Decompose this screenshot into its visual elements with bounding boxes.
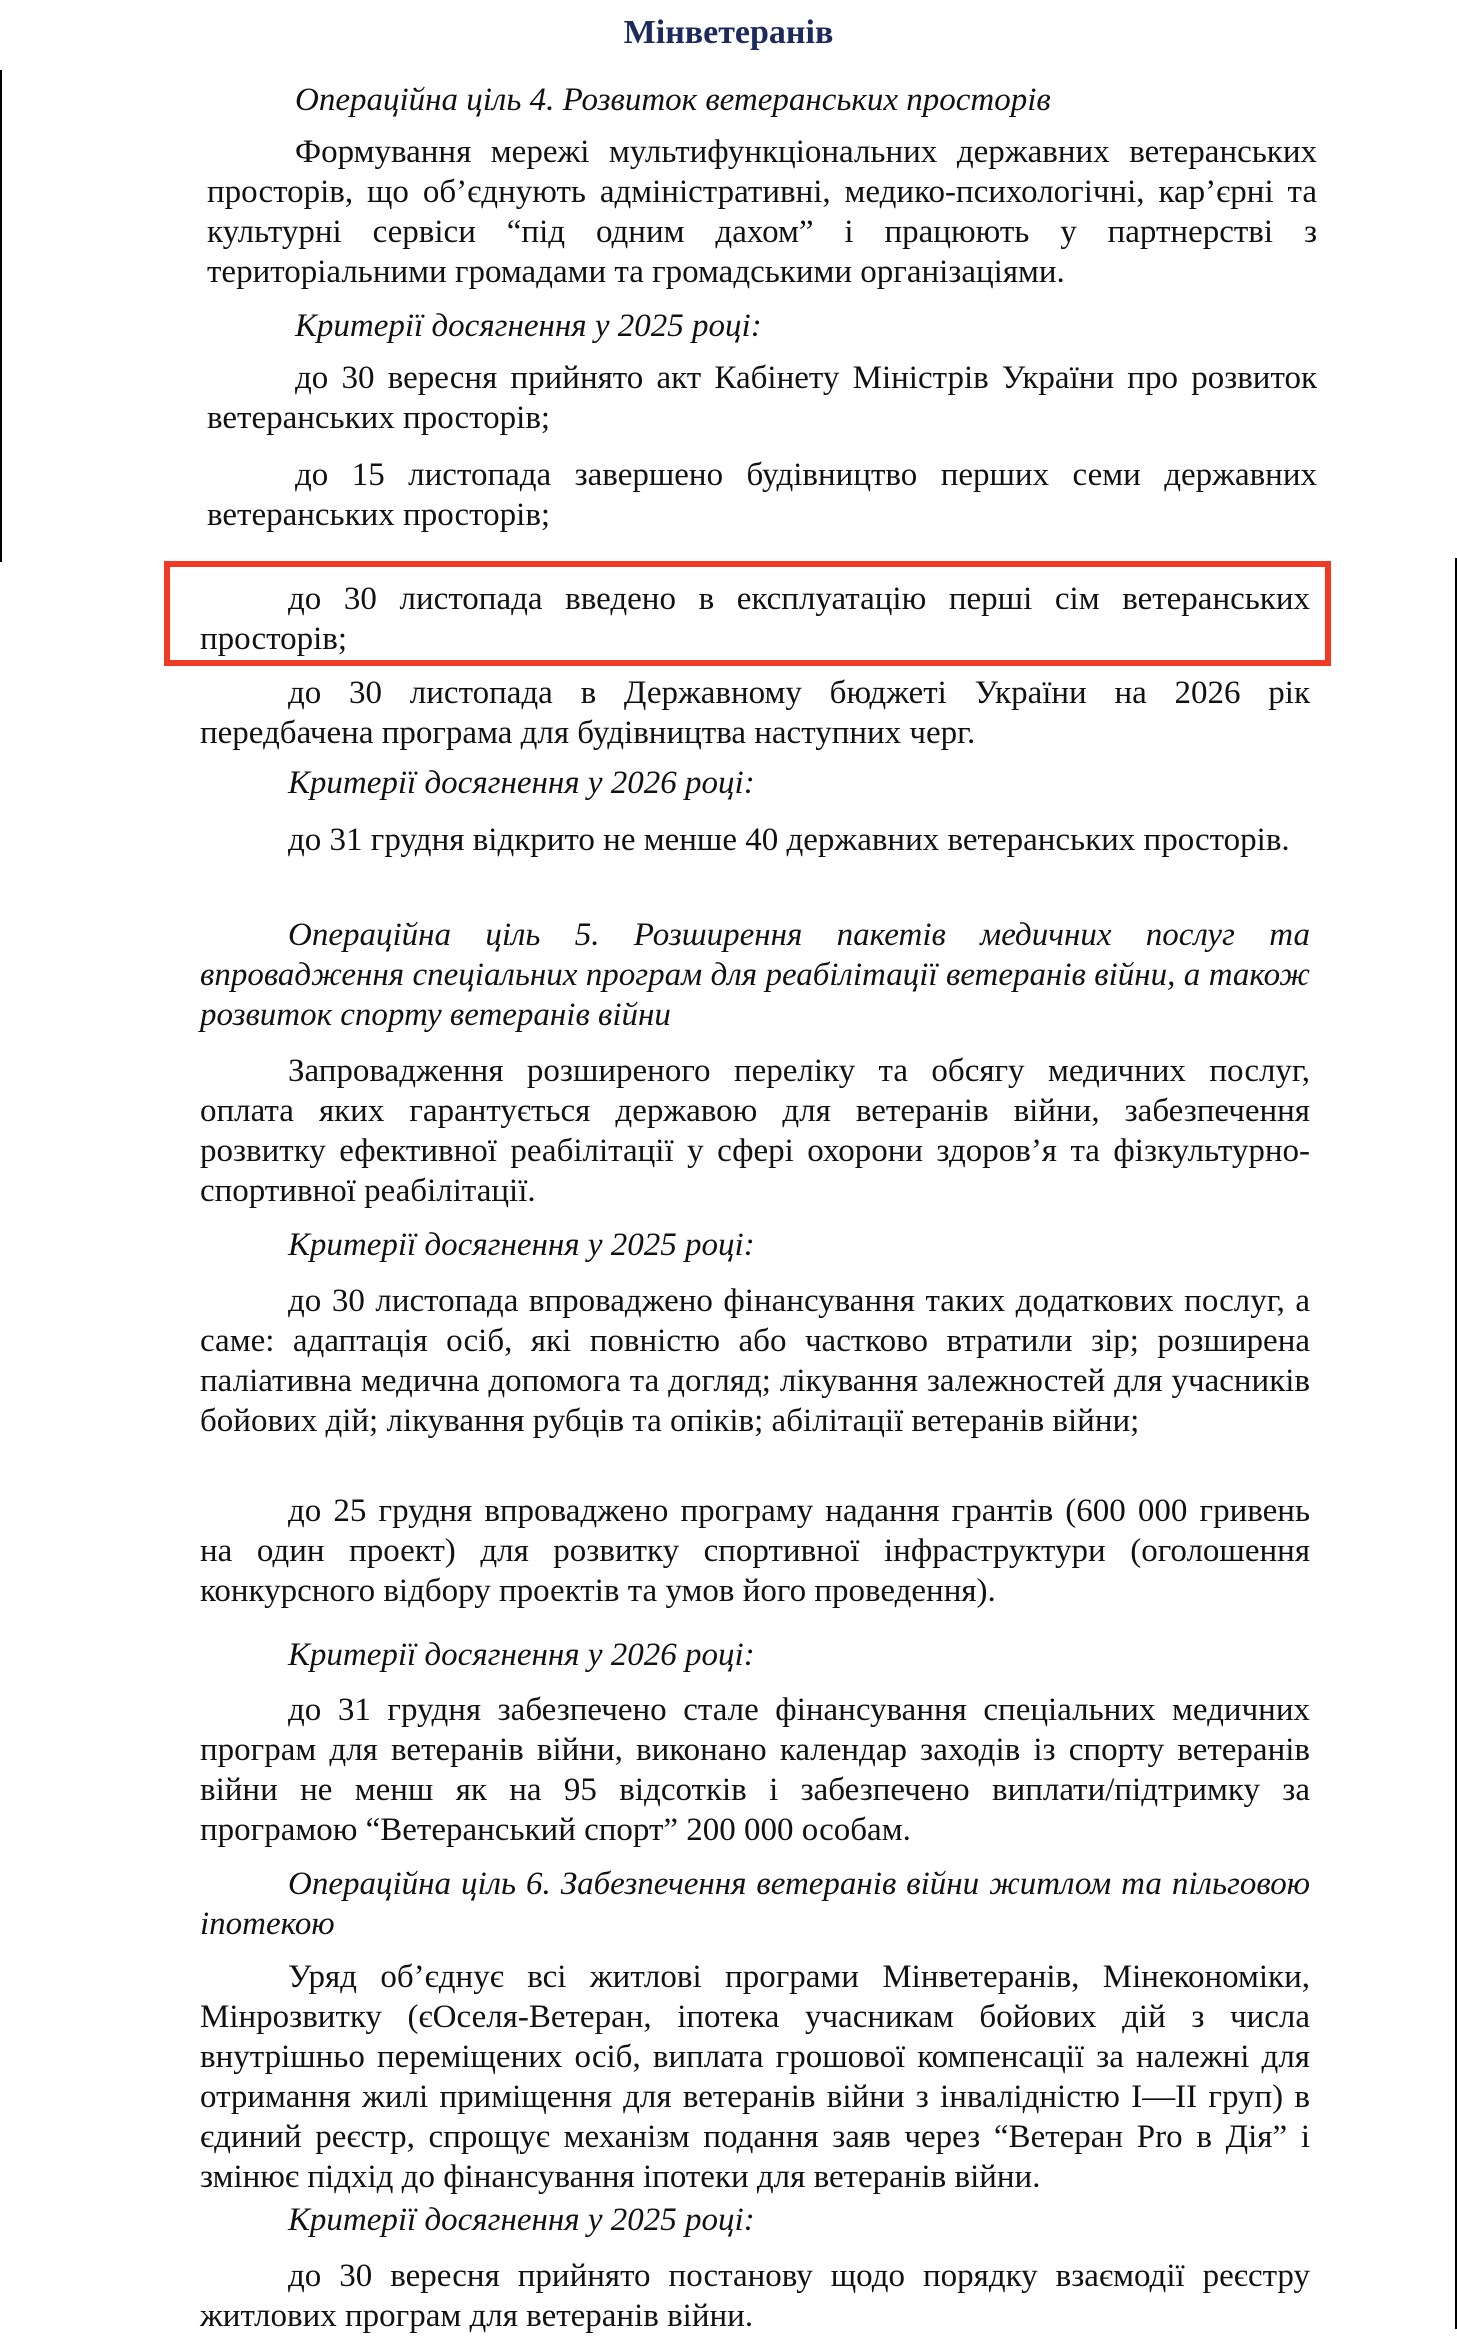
operational-goal-5-heading: Операційна ціль 5. Розширення пакетів медичних послуг та впровадження спеціальних програм для реабілітації ветеранів війни, а також розвиток спорту ветеранів війни — [200, 917, 1310, 1033]
criterion-item: до 30 листопада в Державному бюджеті України на 2026 рік передбачена програма для будівництва наступних черг. — [200, 675, 1310, 751]
criterion-item: до 25 грудня впроваджено програму надання грантів (600 000 гривень на один проект) для розвитку спортивної інфраструктури (оголошення конкурсного відбору проектів та умов його проведення). — [200, 1493, 1310, 1609]
criteria-2025-heading: Критерії досягнення у 2025 році: — [288, 2202, 755, 2238]
goal-4-description: Формування мережі мультифункціональних державних ветеранських просторів, що об’єднують адміністративні, медико-психологічні, кар’єрні та культурні сервіси “під одним дахом” і працюють у партнерстві з територіальними громадами та громадськими організаціями. — [207, 134, 1317, 290]
criteria-2026-heading: Критерії досягнення у 2026 році: — [288, 1637, 755, 1673]
criterion-item: до 30 вересня прийнято акт Кабінету Міністрів України про розвиток ветеранських просторів; — [207, 360, 1317, 436]
criteria-2025-heading: Критерії досягнення у 2025 році: — [288, 1227, 755, 1263]
criterion-item: до 30 вересня прийнято постанову щодо порядку взаємодії реєстру житлових програм для ветеранів війни. — [200, 2258, 1310, 2334]
criterion-item: до 15 листопада завершено будівництво перших семи державних ветеранських просторів; — [207, 457, 1317, 533]
goal-5-description: Запровадження розширеного переліку та обсягу медичних послуг, оплата яких гарантується державою для ветеранів війни, забезпечення розвитку ефективної реабілітації у сфері охорони здоров’я та фізкультурно-спортивної реабілітації. — [200, 1053, 1310, 1209]
highlighted-criterion-item: до 30 листопада введено в експлуатацію перші сім ветеранських просторів; — [200, 581, 1310, 657]
left-margin-rule — [0, 70, 2, 562]
page-title: Мінветеранів — [623, 14, 834, 51]
criteria-2026-heading: Критерії досягнення у 2026 році: — [288, 765, 755, 801]
criterion-item: до 30 листопада впроваджено фінансування таких додаткових послуг, а саме: адаптація осіб, які повністю або частково втратили зір; розширена паліативна медична допомога та догляд; лікування залежностей для учасників бойових дій; лікування рубців та опіків; абілітації ветеранів війни; — [200, 1283, 1310, 1439]
operational-goal-4-heading: Операційна ціль 4. Розвиток ветеранських просторів — [295, 82, 1051, 118]
goal-6-description: Уряд об’єднує всі житлові програми Мінветеранів, Мінекономіки, Мінрозвитку (єОселя-Ветеран, іпотека учасникам бойових дій з числа внутрішньо переміщених осіб, виплата грошової компенсації за належні для отримання жилі приміщення для ветеранів війни з інвалідністю I—II груп) в єдиний реєстр, спрощує механізм подання заяв через “Ветеран Pro в Дія” і змінює підхід до фінансування іпотеки для ветеранів війни. — [200, 1959, 1310, 2195]
criteria-2025-heading: Критерії досягнення у 2025 році: — [295, 308, 762, 344]
criterion-item: до 31 грудня відкрито не менше 40 державних ветеранських просторів. — [288, 822, 1290, 858]
criterion-item: до 31 грудня забезпечено стале фінансування спеціальних медичних програм для ветеранів війни, виконано календар заходів із спорту ветеранів війни не менш як на 95 відсотків і забезпечено виплати/підтримку за програмою “Ветеранський спорт” 200 000 особам. — [200, 1692, 1310, 1848]
operational-goal-6-heading: Операційна ціль 6. Забезпечення ветеранів війни житлом та пільговою іпотекою — [200, 1866, 1310, 1942]
